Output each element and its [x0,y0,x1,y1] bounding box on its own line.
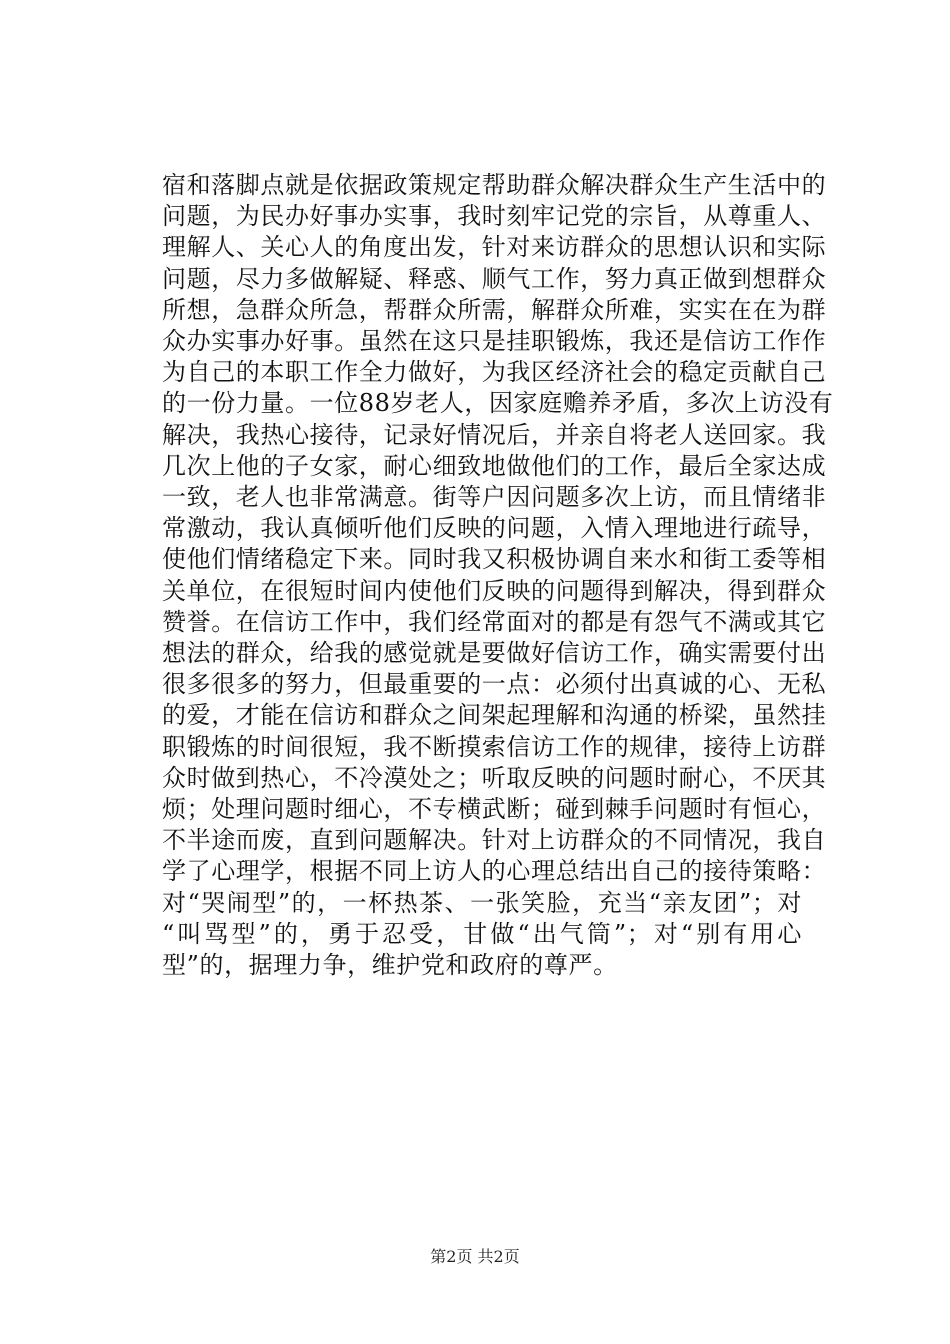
text-line: 众时做到热心，不冷漠处之；听取反映的问题时耐心，不厌其 [162,763,827,792]
text-line: 关单位，在很短时间内使他们反映的问题得到解决，得到群众 [162,576,827,605]
text-line: 众办实事办好事。虽然在这只是挂职锻炼，我还是信访工作作 [162,327,827,356]
text-line: 宿和落脚点就是依据政策规定帮助群众解决群众生产生活中的 [162,171,827,199]
page-number-footer: 第2页 共2页 [430,1247,520,1266]
text-line: 解决，我热心接待，记录好情况后，并亲自将老人送回家。我 [162,420,827,449]
text-line: “叫骂型”的，勇于忍受，甘做“出气筒”；对“别有用心 [162,919,802,948]
text-line: 赞誉。在信访工作中，我们经常面对的都是有怨气不满或其它 [162,607,827,636]
text-line: 几次上他的子女家，耐心细致地做他们的工作，最后全家达成 [162,451,827,480]
text-line: 的爱，才能在信访和群众之间架起理解和沟通的桥梁，虽然挂 [162,701,827,730]
text-line: 对“哭闹型”的，一杯热茶、一张笑脸，充当“亲友团”；对 [162,888,802,917]
text-line: 问题，为民办好事办实事，我时刻牢记党的宗旨，从尊重人、 [162,202,827,231]
text-line: 理解人、关心人的角度出发，针对来访群众的思想认识和实际 [162,233,827,262]
text-line: 为自己的本职工作全力做好，为我区经济社会的稳定贡献自己 [162,358,827,387]
text-line: 型”的，据理力争，维护党和政府的尊严。 [162,951,618,980]
text-line: 不半途而废，直到问题解决。针对上访群众的不同情况，我自 [162,826,827,855]
text-line: 一致，老人也非常满意。街等户因问题多次上访，而且情绪非 [162,483,827,512]
text-line: 使他们情绪稳定下来。同时我又积极协调自来水和街工委等相 [162,545,827,574]
text-line: 很多很多的努力，但最重要的一点：必须付出真诚的心、无私 [162,670,827,699]
text-line: 学了心理学，根据不同上访人的心理总结出自己的接待策略： [162,857,827,886]
text-line: 烦；处理问题时细心，不专横武断；碰到棘手问题时有恒心， [162,795,827,824]
text-line: 职锻炼的时间很短，我不断摸索信访工作的规律，接待上访群 [162,732,827,761]
text-line: 问题，尽力多做解疑、释惑、顺气工作，努力真正做到想群众 [162,264,827,293]
text-line: 所想，急群众所急，帮群众所需，解群众所难，实实在在为群 [162,295,827,324]
text-line: 常激动，我认真倾听他们反映的问题，入情入理地进行疏导， [162,514,827,543]
text-line: 的一份力量。一位88岁老人，因家庭赡养矛盾，多次上访没有 [162,389,834,418]
text-line: 想法的群众，给我的感觉就是要做好信访工作，确实需要付出 [162,639,827,668]
body-paragraph [162,170,834,981]
